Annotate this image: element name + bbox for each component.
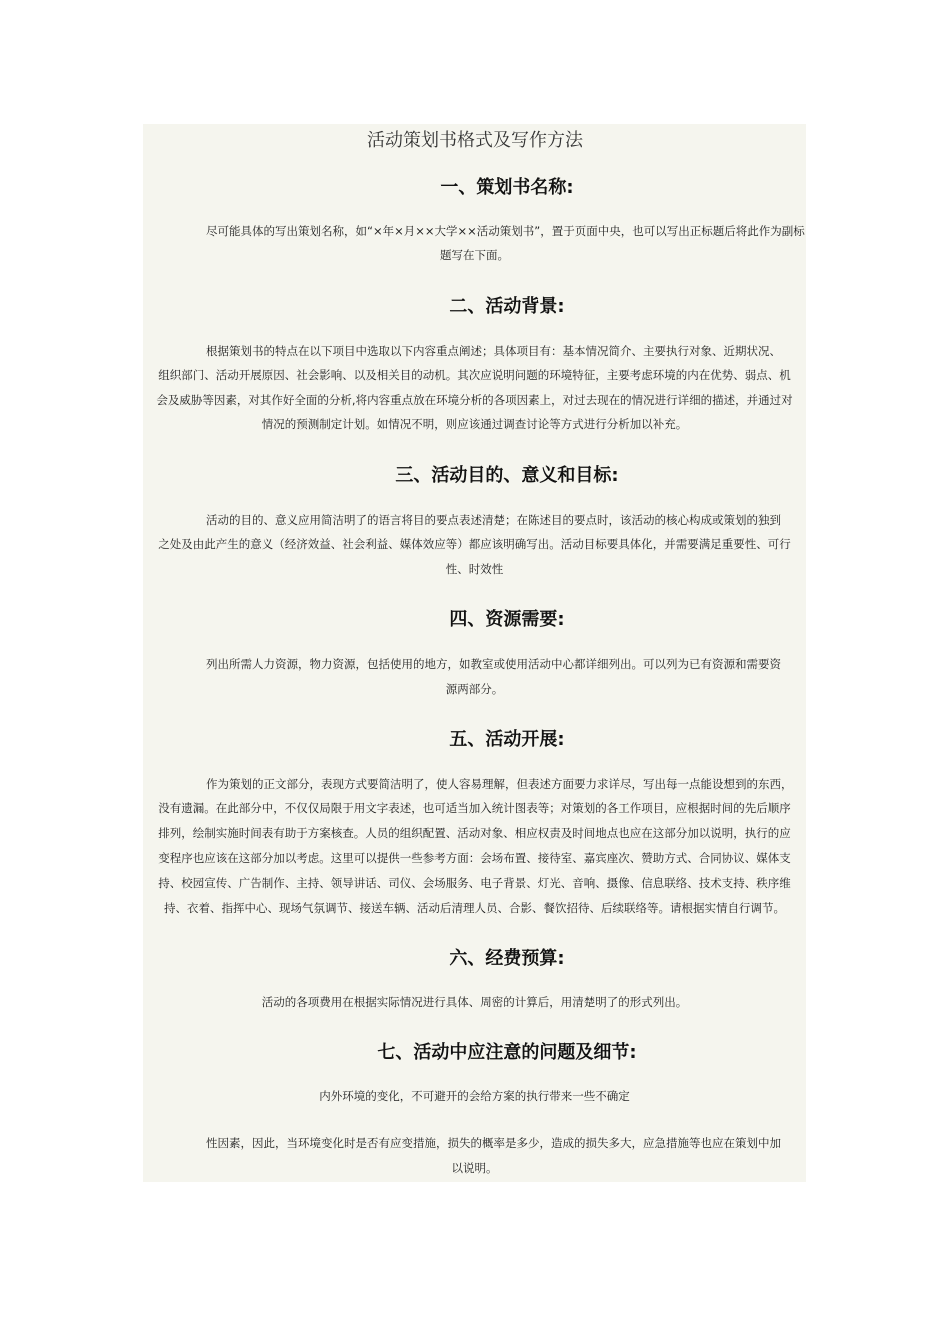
section-3-line-2: 之处及由此产生的意义（经济效益、社会利益、媒体效应等）都应该明确写出。活动目标要具体化，并需要满足重要性、可行 xyxy=(158,537,791,551)
section-6-line-1: 活动的各项费用在根据实际情况进行具体、周密的计算后，用清楚明了的形式列出。 xyxy=(261,995,688,1009)
section-5-line-1: 作为策划的正文部分，表现方式要简洁明了，使人容易理解，但表述方面要力求详尽，写出每一点能设想到的东西， xyxy=(206,777,793,791)
section-7-line-1: 内外环境的变化，不可避开的会给方案的执行带来一些不确定 xyxy=(319,1089,630,1103)
section-3-heading: 三、活动目的、意义和目标: xyxy=(395,465,619,486)
section-1-line-1: 尽可能具体的写出策划名称，如“×年×月××大学××活动策划书”，置于页面中央，也可以写出正标题后将此作为副标 xyxy=(206,224,805,238)
section-5-heading: 五、活动开展: xyxy=(449,729,565,750)
section-4-line-2: 源两部分。 xyxy=(445,682,504,696)
section-5-line-3: 排列，绘制实施时间表有助于方案核查。人员的组织配置、活动对象、相应权责及时间地点也应在这部分加以说明，执行的应 xyxy=(158,826,791,840)
section-7-heading: 七、活动中应注意的问题及细节: xyxy=(377,1042,637,1063)
section-2-heading: 二、活动背景: xyxy=(449,296,565,317)
section-2-line-2: 组织部门、活动开展原因、社会影响、以及相关目的动机。其次应说明问题的环境特征，主要考虑环境的内在优势、弱点、机 xyxy=(158,368,791,382)
section-5-line-4: 变程序也应该在这部分加以考虑。这里可以提供一些参考方面：会场布置、接待室、嘉宾座次、赞助方式、合同协议、媒体支 xyxy=(158,851,791,865)
section-7-line-2: 性因素，因此，当环境变化时是否有应变措施，损失的概率是多少，造成的损失多大，应急措施等也应在策划中加 xyxy=(206,1136,781,1150)
section-2-line-4: 情况的预测制定计划。如情况不明，则应该通过调查讨论等方式进行分析加以补充。 xyxy=(261,417,688,431)
section-1-line-2: 题写在下面。 xyxy=(440,248,509,262)
section-2-line-1: 根据策划书的特点在以下项目中选取以下内容重点阐述；具体项目有：基本情况简介、主要执行对象、近期状况、 xyxy=(206,344,781,358)
section-5-line-2: 没有遗漏。在此部分中，不仅仅局限于用文字表述，也可适当加入统计图表等；对策划的各工作项目，应根据时间的先后顺序 xyxy=(158,801,791,815)
section-5-line-5: 持、校园宣传、广告制作、主持、领导讲话、司仪、会场服务、电子背景、灯光、音响、摄像、信息联络、技术支持、秩序维 xyxy=(158,876,791,890)
section-1-heading: 一、策划书名称: xyxy=(440,177,574,198)
section-3-line-1: 活动的目的、意义应用简洁明了的语言将目的要点表述清楚；在陈述目的要点时，该活动的核心构成或策划的独到 xyxy=(206,513,781,527)
section-3-line-3: 性、时效性 xyxy=(445,562,504,576)
document-title: 活动策划书格式及写作方法 xyxy=(367,130,583,151)
section-5-line-6: 持、衣着、指挥中心、现场气氛调节、接送车辆、活动后清理人员、合影、餐饮招待、后续联络等。请根据实情自行调节。 xyxy=(164,901,785,915)
section-2-line-3: 会及威胁等因素，对其作好全面的分析,将内容重点放在环境分析的各项因素上，对过去现在的情况进行详细的描述，并通过对 xyxy=(156,393,793,407)
section-4-line-1: 列出所需人力资源，物力资源，包括使用的地方，如教室或使用活动中心都详细列出。可以列为已有资源和需要资 xyxy=(206,657,781,671)
section-6-heading: 六、经费预算: xyxy=(449,948,565,969)
section-7-line-3: 以说明。 xyxy=(451,1161,498,1175)
section-4-heading: 四、资源需要: xyxy=(449,609,565,630)
